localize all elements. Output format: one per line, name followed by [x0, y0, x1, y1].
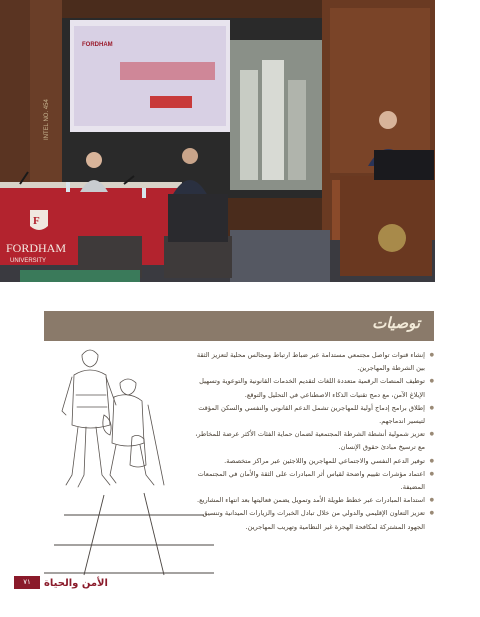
page-number: ٧١ — [14, 576, 40, 589]
university-name: FORDHAM — [6, 241, 67, 255]
wall-text: INTEL NO. 454 — [44, 99, 50, 140]
conference-photo — [0, 0, 435, 282]
recommendation-item: ● إنشاء قنوات تواصل مجتمعي مستدامة عبر ضباط ارتباط ومجالس محلية لتعزيز الثقة بين الشرطة والمهاجرين. — [188, 349, 434, 375]
recommendations-list — [188, 349, 434, 534]
shield-letter: F — [33, 215, 40, 227]
magazine-title: الأمن والحياة — [44, 578, 108, 589]
recommendations-title: توصيات — [372, 314, 420, 332]
recommendation-item: ● اعتماد مؤشرات تقييم واضحة لقياس أثر المبادرات على الثقة والأمان في المجتمعات المضيفة. — [188, 468, 434, 494]
recommendation-item: ● إطلاق برامج إدماج أولية للمهاجرين تشمل الدعم القانوني والنفسي والسكن المؤقت لتيسير اندماجهم. — [188, 402, 434, 428]
recommendation-item: ● تعزيز التعاون الإقليمي والدولي من خلال تبادل الخبرات والزيارات الميدانية وتنسيق الجهود المشتركة لمكافحة الهجرة غير النظامية وتهريب المهاجرين. — [188, 507, 434, 533]
recommendation-item: ● توظيف المنصات الرقمية متعددة اللغات لتقديم الخدمات القانونية والتوعوية وتسهيل الإبلاغ الآمن، مع دمج تقنيات الذكاء الاصطناعي في التحليل والتوقع. — [188, 375, 434, 401]
banner-logo: FORDHAM — [82, 42, 113, 48]
recommendation-item: ● استدامة المبادرات عبر خطط طويلة الأمد وتمويل يضمن فعاليتها بعد انتهاء المشاريع. — [188, 494, 434, 507]
university-word: UNIVERSITY — [10, 258, 47, 264]
recommendation-item: ● توفير الدعم النفسي والاجتماعي للمهاجرين واللاجئين عبر مراكز متخصصة. — [188, 455, 434, 468]
recommendation-item: ● تعزيز شمولية أنشطة الشرطة المجتمعية لضمان حماية الفئات الأكثر عرضة للمخاطر، مع ترسيخ مبادئ حقوق الإنسان. — [188, 428, 434, 454]
